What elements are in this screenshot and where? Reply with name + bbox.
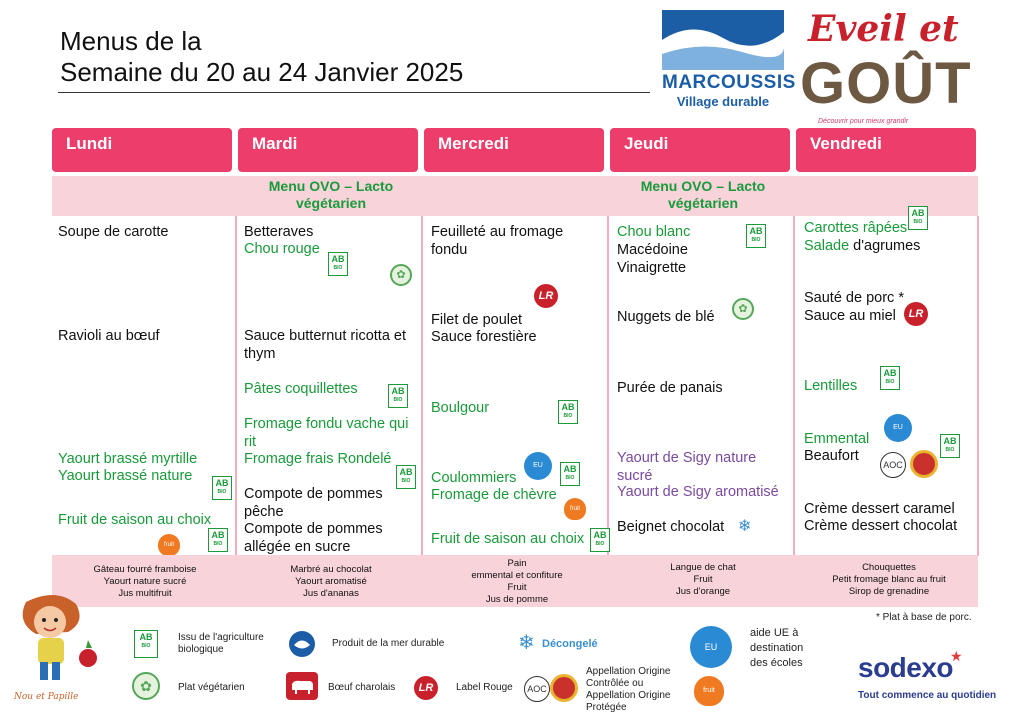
day-label: Jeudi bbox=[624, 134, 669, 153]
bio-ab-icon: AB BIO bbox=[908, 206, 928, 230]
label-rouge-icon: LR bbox=[904, 302, 928, 326]
bio-ab-icon: AB BIO bbox=[746, 224, 766, 248]
snack-item: Fruit bbox=[507, 582, 527, 593]
mardi-dessert1: Compote de pommes pêche bbox=[244, 486, 383, 520]
snack-mardi bbox=[238, 564, 424, 600]
day-header-vendredi bbox=[796, 128, 976, 172]
marcoussis-logo bbox=[662, 10, 796, 110]
bio-ab-icon: AB BIO bbox=[590, 528, 610, 552]
jeudi-starter2: Macédoine bbox=[617, 242, 688, 258]
sodexo-star-icon: ★ bbox=[950, 648, 963, 664]
snack-mercredi bbox=[424, 558, 610, 606]
apple-icon: fruit bbox=[564, 498, 586, 520]
vendredi-starter2-a: Salade bbox=[804, 238, 850, 254]
snack-item: Sirop de grenadine bbox=[848, 586, 930, 597]
day-label: Mercredi bbox=[438, 134, 509, 153]
day-header-jeudi bbox=[610, 128, 790, 172]
legend-aoc: Appellation Origine Contrôlée ou Appellation Origine Protégée bbox=[586, 666, 671, 713]
eu-aid-icon: EU bbox=[690, 626, 732, 668]
column-divider bbox=[421, 216, 423, 556]
snack-item: Langue de chat bbox=[670, 562, 736, 573]
mardi-starter2: Chou rouge bbox=[244, 241, 320, 257]
day-label: Mardi bbox=[252, 134, 298, 153]
mardi-side: Pâtes coquillettes bbox=[244, 381, 358, 397]
snack-item: Marbré au chocolat bbox=[290, 564, 372, 575]
bio-ab-icon: AB BIO bbox=[940, 434, 960, 458]
bio-ab-icon: AB BIO bbox=[880, 366, 900, 390]
snack-item: Jus d'ananas bbox=[303, 588, 359, 599]
mercredi-main2: Sauce forestière bbox=[431, 329, 537, 345]
jeudi-dessert: Beignet chocolat bbox=[617, 519, 725, 535]
snack-vendredi bbox=[796, 562, 982, 598]
jeudi-main: Nuggets de blé bbox=[617, 309, 715, 325]
title-line1: Menus de la bbox=[60, 26, 202, 56]
jeudi-side: Purée de panais bbox=[617, 380, 723, 396]
legend-mer: Produit de la mer durable bbox=[332, 638, 445, 649]
vegetarian-icon: ✿ bbox=[390, 264, 412, 286]
lundi-main: Ravioli au bœuf bbox=[58, 328, 160, 344]
day-label: Lundi bbox=[66, 134, 113, 153]
snack-item: emmental et confiture bbox=[471, 570, 563, 581]
sodexo-logo: sodexo bbox=[858, 652, 954, 683]
legend-bio: Issu de l'agriculture biologique bbox=[178, 632, 264, 655]
snack-item: Pain bbox=[507, 558, 527, 569]
apple-icon: fruit bbox=[694, 676, 724, 706]
legend-vege: Plat végétarien bbox=[178, 682, 245, 693]
legend-label-rouge: Label Rouge bbox=[456, 682, 513, 693]
snack-item: Jus de pomme bbox=[485, 594, 549, 605]
bio-ab-icon: AB BIO bbox=[328, 252, 348, 276]
day-header-mercredi bbox=[424, 128, 604, 172]
vegetarian-icon: ✿ bbox=[132, 672, 160, 700]
mardi-dessert2: Compote de pommes allégée en sucre bbox=[244, 521, 383, 555]
marcoussis-sub: Village durable bbox=[676, 94, 770, 109]
vendredi-starter2-b: d'agrumes bbox=[849, 238, 921, 254]
vendredi-dairy1: Emmental bbox=[804, 431, 870, 447]
vendredi-starter2 bbox=[804, 238, 920, 256]
eveil-logo-tagline: Découvrir pour mieux grandir bbox=[818, 118, 909, 125]
mardi-dairy2: Fromage frais Rondelé bbox=[244, 451, 392, 467]
aoc-icon: AOC bbox=[880, 452, 906, 478]
jeudi-starter1: Chou blanc bbox=[617, 224, 691, 240]
mardi-starter1: Betteraves bbox=[244, 224, 314, 240]
vendredi-dessert1: Crème dessert caramel bbox=[804, 501, 955, 517]
theme-band bbox=[52, 176, 978, 216]
ovo-label-mardi: Menu OVO – Lacto végétarien bbox=[268, 178, 394, 211]
vendredi-side: Lentilles bbox=[804, 378, 858, 394]
aoc-icon: AOC bbox=[524, 676, 550, 702]
eveil-et-gout-logo bbox=[800, 6, 978, 130]
snack-item: Chouquettes bbox=[862, 562, 916, 573]
page-title bbox=[60, 26, 463, 88]
lundi-starter: Soupe de carotte bbox=[58, 224, 169, 240]
mercredi-side: Boulgour bbox=[431, 400, 490, 416]
snack-item: Yaourt nature sucré bbox=[103, 576, 187, 587]
marcoussis-name: MARCOUSSIS bbox=[662, 72, 796, 93]
day-header-lundi bbox=[52, 128, 232, 172]
mercredi-dairy2: Fromage de chèvre bbox=[431, 487, 557, 503]
eu-aid-icon: EU bbox=[884, 414, 912, 442]
eveil-logo-top: Eveil et bbox=[808, 8, 959, 50]
aop-icon bbox=[550, 674, 578, 702]
legend-decongele: Décongelé bbox=[542, 638, 598, 650]
snack-item: Jus multifruit bbox=[118, 588, 172, 599]
jeudi-dairy2: Yaourt de Sigy aromatisé bbox=[617, 484, 779, 500]
vendredi-starter1: Carottes râpées bbox=[804, 220, 908, 236]
vegetarian-icon: ✿ bbox=[732, 298, 754, 320]
legend-aide-ue: aide UE à destination des écoles bbox=[750, 627, 804, 669]
vendredi-dairy2: Beaufort bbox=[804, 448, 859, 464]
aop-icon bbox=[910, 450, 938, 478]
vendredi-main2: Sauce au miel bbox=[804, 308, 896, 324]
mercredi-main1: Filet de poulet bbox=[431, 312, 523, 328]
pork-footnote: * Plat à base de porc. bbox=[876, 612, 972, 623]
snack-item: Jus d'orange bbox=[675, 586, 731, 597]
jeudi-starter3: Vinaigrette bbox=[617, 260, 687, 276]
vendredi-main1: Sauté de porc * bbox=[804, 290, 904, 306]
bio-ab-icon: AB BIO bbox=[134, 630, 158, 658]
snack-jeudi bbox=[610, 562, 796, 598]
column-divider bbox=[977, 216, 979, 556]
day-header-mardi bbox=[238, 128, 418, 172]
snack-item: Fruit bbox=[693, 574, 713, 585]
sodexo-tagline: Tout commence au quotidien bbox=[858, 690, 997, 701]
vendredi-dessert2: Crème dessert chocolat bbox=[804, 518, 958, 534]
mercredi-dessert: Fruit de saison au choix bbox=[431, 531, 585, 547]
snack-item: Yaourt aromatisé bbox=[295, 576, 367, 587]
mardi-main: Sauce butternut ricotta et thym bbox=[244, 328, 407, 362]
bio-ab-icon: AB BIO bbox=[396, 465, 416, 489]
mardi-dairy1: Fromage fondu vache qui rit bbox=[244, 416, 409, 450]
bio-ab-icon: AB BIO bbox=[560, 462, 580, 486]
label-rouge-icon: LR bbox=[534, 284, 558, 308]
lundi-dairy2: Yaourt brassé nature bbox=[58, 468, 193, 484]
mercredi-dairy1: Coulommiers bbox=[431, 470, 517, 486]
eveil-logo-bottom: GOÛT bbox=[800, 51, 972, 116]
lundi-dairy1: Yaourt brassé myrtille bbox=[58, 451, 198, 467]
bio-ab-icon: AB BIO bbox=[388, 384, 408, 408]
column-divider bbox=[607, 216, 609, 556]
bio-ab-icon: AB BIO bbox=[212, 476, 232, 500]
bio-ab-icon: AB BIO bbox=[208, 528, 228, 552]
title-line2: Semaine du 20 au 24 Janvier 2025 bbox=[60, 57, 464, 87]
column-divider bbox=[235, 216, 237, 556]
mascot-caption: Nou et Papille bbox=[14, 692, 79, 702]
lundi-dessert: Fruit de saison au choix bbox=[58, 512, 212, 528]
title-divider bbox=[58, 92, 650, 93]
bio-ab-icon: AB BIO bbox=[558, 400, 578, 424]
marcoussis-wave-icon bbox=[662, 10, 784, 70]
day-label: Vendredi bbox=[810, 134, 882, 153]
snack-item: Petit fromage blanc au fruit bbox=[832, 574, 946, 585]
snowflake-icon: ❄ bbox=[738, 518, 752, 535]
apple-icon: fruit bbox=[158, 534, 180, 556]
mercredi-starter: Feuilleté au fromage fondu bbox=[431, 224, 564, 258]
snowflake-icon: ❄ bbox=[518, 632, 535, 654]
fish-icon bbox=[288, 630, 316, 658]
legend-boeuf: Bœuf charolais bbox=[328, 682, 396, 693]
snack-item: Gâteau fourré framboise bbox=[93, 564, 197, 575]
cow-icon bbox=[286, 672, 318, 700]
jeudi-dairy1: Yaourt de Sigy nature sucré bbox=[617, 450, 757, 484]
label-rouge-icon: LR bbox=[414, 676, 438, 700]
column-divider bbox=[793, 216, 795, 556]
eu-aid-icon: EU bbox=[524, 452, 552, 480]
ovo-label-jeudi: Menu OVO – Lacto végétarien bbox=[640, 178, 766, 211]
